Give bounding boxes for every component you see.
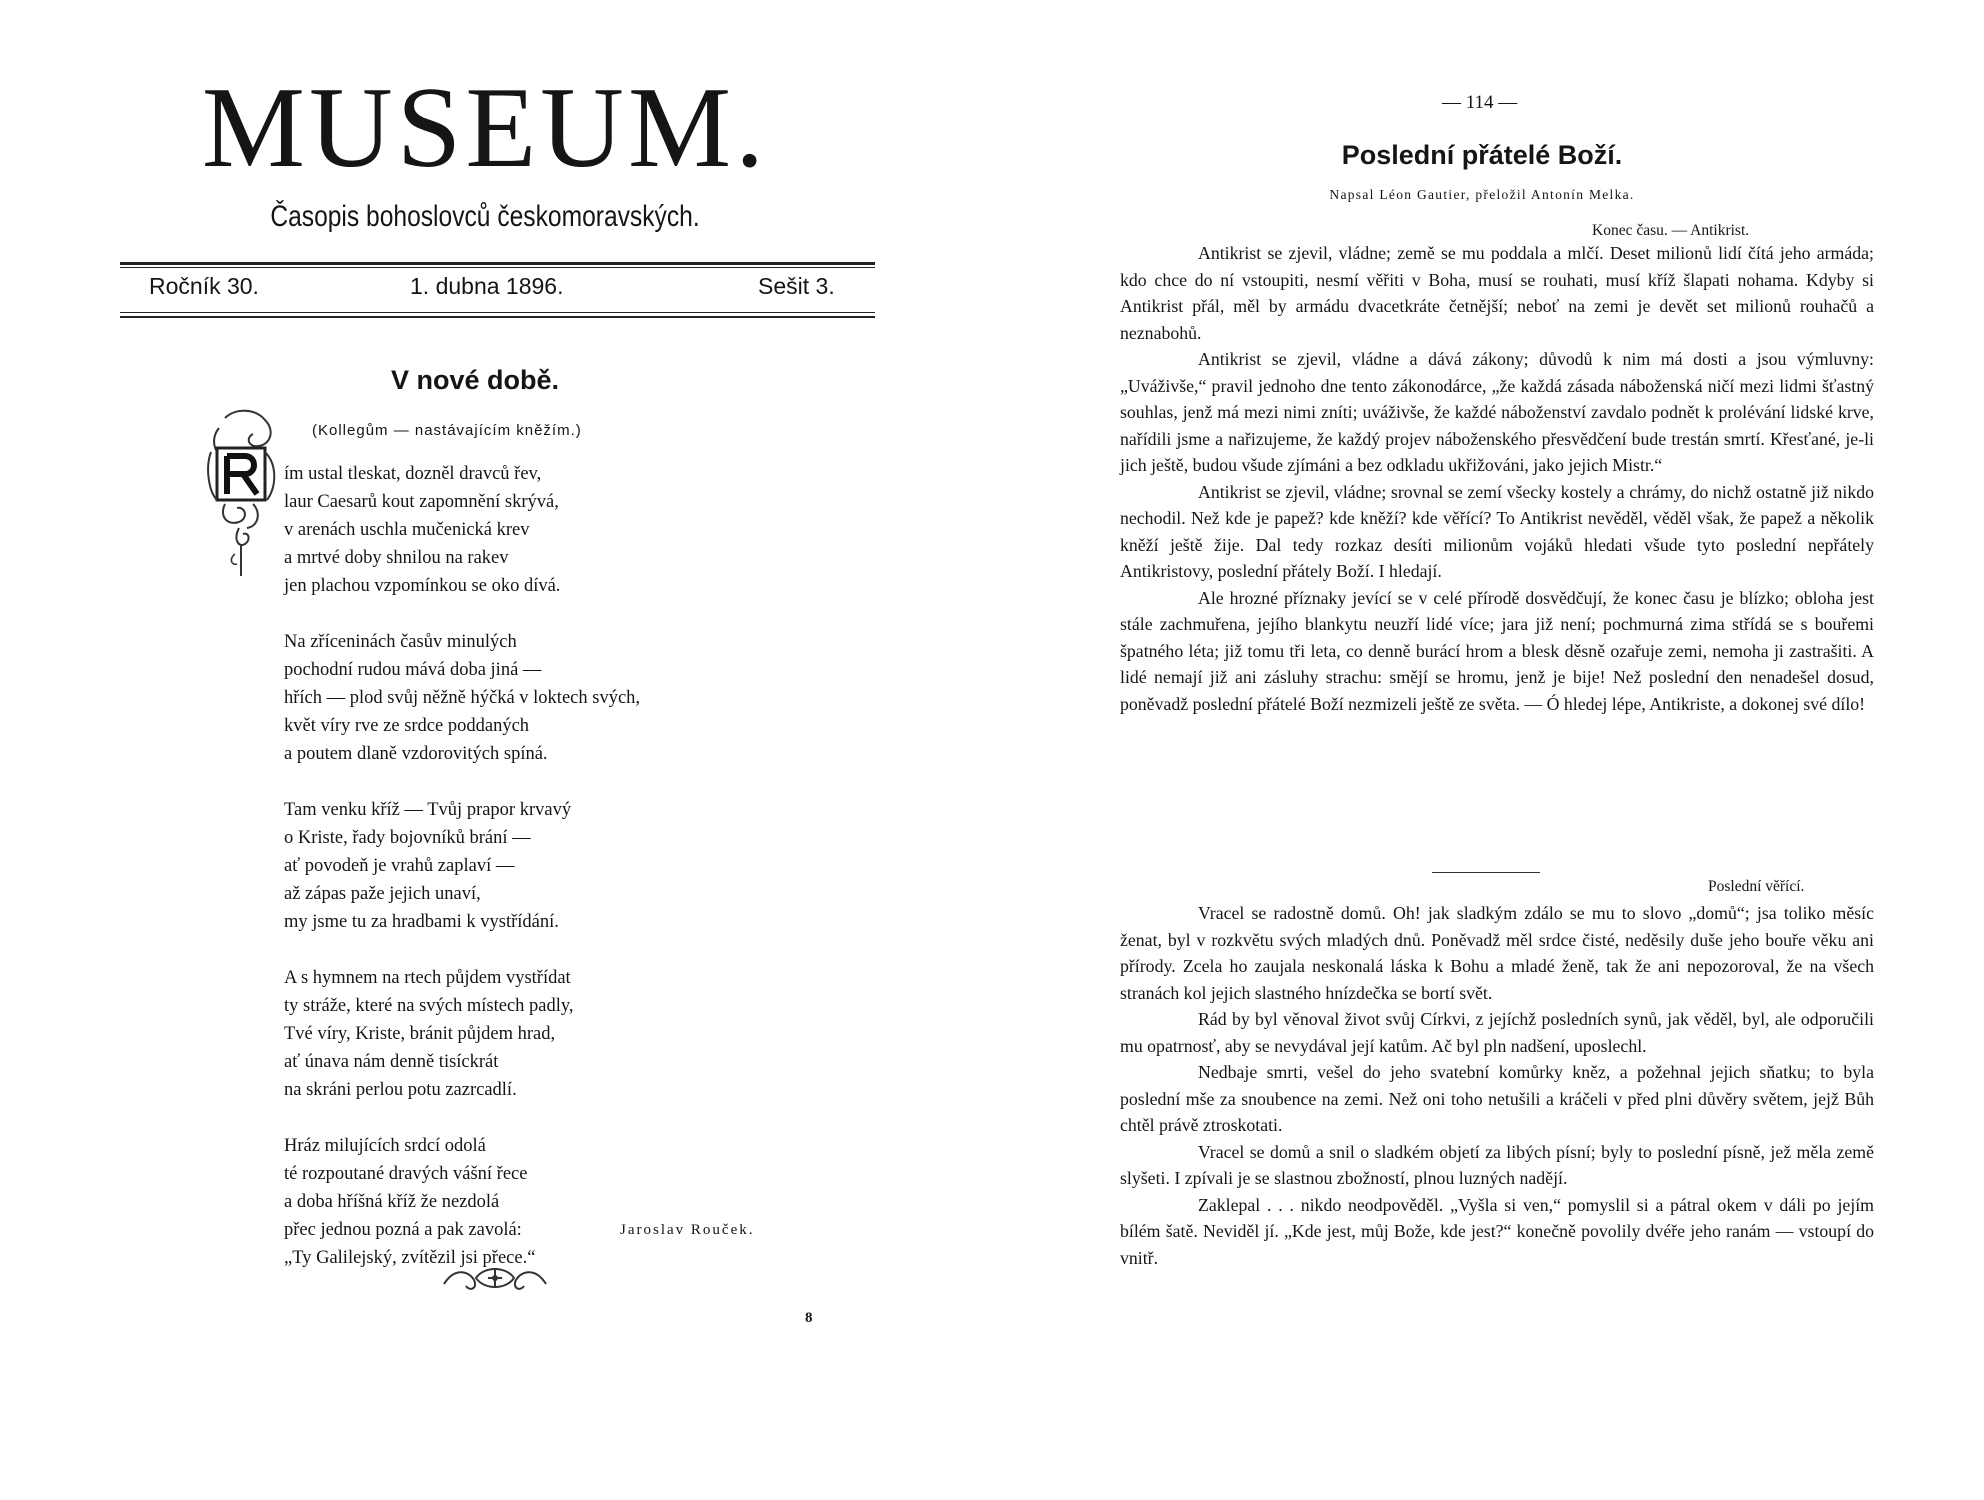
issue-info xyxy=(115,273,875,309)
poem-stanza xyxy=(284,460,784,600)
paragraph: Antikrist se zjevil, vládne a dává zákony; důvodů k nim má dosti a jsou výmluvny: „Uváživše,“ pravil jednoho dne tento zákonodárce, „že každá zásada náboženská ničí mezi lidmi šťastný souhlas, jenž má mezi nimi zníti; uváživše, že každé náboženství zavdalo podnět k prolévání lidské krve, nařídili jsme a nařizujeme, že každý projev náboženského přesvědčení bude trestán smrtí. Křesťané, je-li jich ještě, budou všude zjímáni a bez odkladu ukřižováni, jako jejich Mistr.“ xyxy=(1120,349,1874,475)
decorative-initial-r xyxy=(205,408,283,498)
printer-signature-mark: 8 xyxy=(805,1310,813,1326)
poem-stanza xyxy=(284,1132,784,1272)
poem-line: ať povodeň je vrahů zaplaví — xyxy=(284,856,515,876)
poem-line: Tam venku kříž — Tvůj prapor krvavý xyxy=(284,800,572,820)
poem-line: a poutem dlaně vzdorovitých spíná. xyxy=(284,744,548,764)
poem-line: až zápas paže jejich unaví, xyxy=(284,884,481,904)
poem-title: V nové době. xyxy=(390,365,560,395)
poem-author: Jaroslav Rouček. xyxy=(620,1222,755,1238)
poem-line: ím ustal tleskat, dozněl dravců řev, xyxy=(284,464,542,484)
bottom-rule xyxy=(120,316,875,318)
article-title: Poslední přátelé Boží. xyxy=(1341,140,1623,170)
issue-date: 1. dubna 1896. xyxy=(410,273,564,299)
poem-line: v arenách uschla mučenická krev xyxy=(284,520,530,540)
floral-ornament-icon xyxy=(205,408,283,598)
poem-line: „Ty Galilejský, zvítězil jsi přece.“ xyxy=(284,1248,536,1268)
closing-ornament-icon xyxy=(440,1262,550,1301)
article-byline: Napsal Léon Gautier, přeložil Antonín Melka. xyxy=(1329,187,1635,202)
poem-dedication: (Kollegům — nastávajícím kněžím.) xyxy=(312,422,582,439)
poem-line: laur Caesarů kout zapomnění skrývá, xyxy=(284,492,559,512)
poem-line: a mrtvé doby shnilou na rakev xyxy=(284,548,509,568)
section-separator xyxy=(1432,872,1540,873)
issue-number: Sešit 3. xyxy=(758,273,835,299)
poem-line: ať únava nám denně tisíckrát xyxy=(284,1052,499,1072)
poem-line: přec jednou pozná a pak zavolá: xyxy=(284,1220,522,1240)
bottom-rule-thin xyxy=(120,312,875,313)
paragraph: Rád by byl věnoval život svůj Církvi, z jejíchž posledních synů, jak věděl, byl, ale odporučili mu opatrnosť, aby se nevydával její katům. Ač byl pln nadšení, uposlechl. xyxy=(1120,1009,1874,1056)
poem-body xyxy=(284,460,784,1300)
poem-line: květ víry rve ze srdce poddaných xyxy=(284,716,530,736)
poem-line: jen plachou vzpomínkou se oko dívá. xyxy=(284,576,561,596)
paragraph: Vracel se radostně domů. Oh! jak sladkým zdálo se mu to slovo „domů“; jsa toliko měsíc ženat, byl v rozkvětu svých mladých dnů. Poněvadž měl srdce čisté, neděsily duše jeho bouře věku ani přírody. Zcela ho zaujala neskonalá láska k Bohu a mladé ženě, tak že ani nepozoroval, že na všech stranách kol jejich slastného hnízdečka se bortí svět. xyxy=(1120,903,1874,1003)
paragraph: Antikrist se zjevil, vládne; země se mu poddala a mlčí. Deset milionů lidí čítá jeho armáda; kdo chce do ní vstoupiti, nesmí věřiti v Boha, musí se rouhati, musí kříž šlapati nohama. Kdyby si Antikrist přál, měl by armádu dvacetkráte četnější; neboť na zemi je devět set milionů rouhačů a neznabohů. xyxy=(1120,243,1874,343)
volume-label: Ročník 30. xyxy=(149,273,259,299)
poem-stanza xyxy=(284,628,784,768)
poem-line: my jsme tu za hradbami k vystřídání. xyxy=(284,912,559,932)
masthead-subtitle: Časopis bohoslovců českomoravských. xyxy=(270,200,700,233)
poem-line: o Kriste, řady bojovníků brání — xyxy=(284,828,531,848)
poem-line: Tvé víry, Kriste, bránit půjdem hrad, xyxy=(284,1024,556,1044)
poem-line: A s hymnem na rtech půjdem vystřídat xyxy=(284,968,571,988)
poem-line: ty stráže, které na svých místech padly, xyxy=(284,996,574,1016)
article-body xyxy=(1120,240,1874,717)
paragraph: Antikrist se zjevil, vládne; srovnal se zemí všecky kostely a chrámy, do nichž ostatně již nikdo nechodil. Než kde je papež? kde kněží? kde věřící? To Antikrist nevěděl, věděl však, že papež a několik kněží ještě žije. Dal tedy rozkaz desíti milionům vojáků hledati všude tyto poslední nepřátely Antikristovy, poslední přátely Boží. I hledají. xyxy=(1120,481,1874,581)
paragraph: Vracel se domů a snil o sladkém objetí za libých písní; byly to poslední písně, jež měla země slyšeti. I zpívali je se slastnou zbožností, plnou luzných nadějí. xyxy=(1120,1141,1874,1188)
masthead-title: MUSEUM. xyxy=(201,64,769,192)
page-number: — 114 — xyxy=(1442,92,1518,113)
poem-line: Hráz milujících srdcí odolá xyxy=(284,1136,486,1156)
paragraph: Ale hrozné příznaky jevící se v celé přírodě dosvědčují, že konec času je blízko; obloha jest stále zachmuřena, jejího blankytu neuzří lidé více; jara již není; pochmurná zima střídá se s bouřemi špatného léta; již tomu tři leta, co denně burácí hrom a blesk děsně ozařuje zemi, nemoha ji zastrašiti. A lidé nemají již ani zásluhy strachu: smějí se hromu, jenž je bije! Než poslední den nenadešel dosud, poněvadž poslední přátelé Boží nezmizeli ještě ze světa. — Ó hledej lépe, Antikriste, a dokonej své dílo! xyxy=(1120,587,1874,714)
poem-line: na skráni perlou potu zazrcadlí. xyxy=(284,1080,517,1100)
top-rule xyxy=(120,262,875,265)
poem-stanza xyxy=(284,964,784,1104)
poem-line: a doba hříšná kříž že nezdolá xyxy=(284,1192,500,1212)
poem-line: té rozpoutané dravých vášní řece xyxy=(284,1164,528,1184)
poem-line: pochodní rudou mává doba jiná — xyxy=(284,660,542,680)
right-page xyxy=(992,0,1984,1500)
poem-stanza xyxy=(284,796,784,936)
poem-line: Na zříceninách časův minulých xyxy=(284,632,517,652)
section-heading: Poslední věřící. xyxy=(1708,878,1805,895)
paragraph: Nedbaje smrti, vešel do jeho svatební komůrky kněz, a požehnal jejich sňatku; to byla poslední mše za snoubence na zemi. Než oni toho netušili a kráčeli v před plni důvěry světem, jejž Bůh chtěl právě ztroskotati. xyxy=(1120,1062,1874,1135)
section-heading: Konec času. — Antikrist. xyxy=(1592,222,1750,239)
top-rule-thin xyxy=(120,267,875,268)
paragraph: Zaklepal . . . nikdo neodpověděl. „Vyšla si ven,“ pomyslil si a pátral okem v dáli po jejím bílém šatě. Neviděl jí. „Kde jest, můj Bože, kde jest?“ konečně povolily dvéře jeho ranám — vstoupí do vnitř. xyxy=(1120,1194,1874,1268)
poem-line: hřích — plod svůj něžně hýčká v loktech svých, xyxy=(284,688,641,708)
article-body xyxy=(1120,900,1874,1271)
